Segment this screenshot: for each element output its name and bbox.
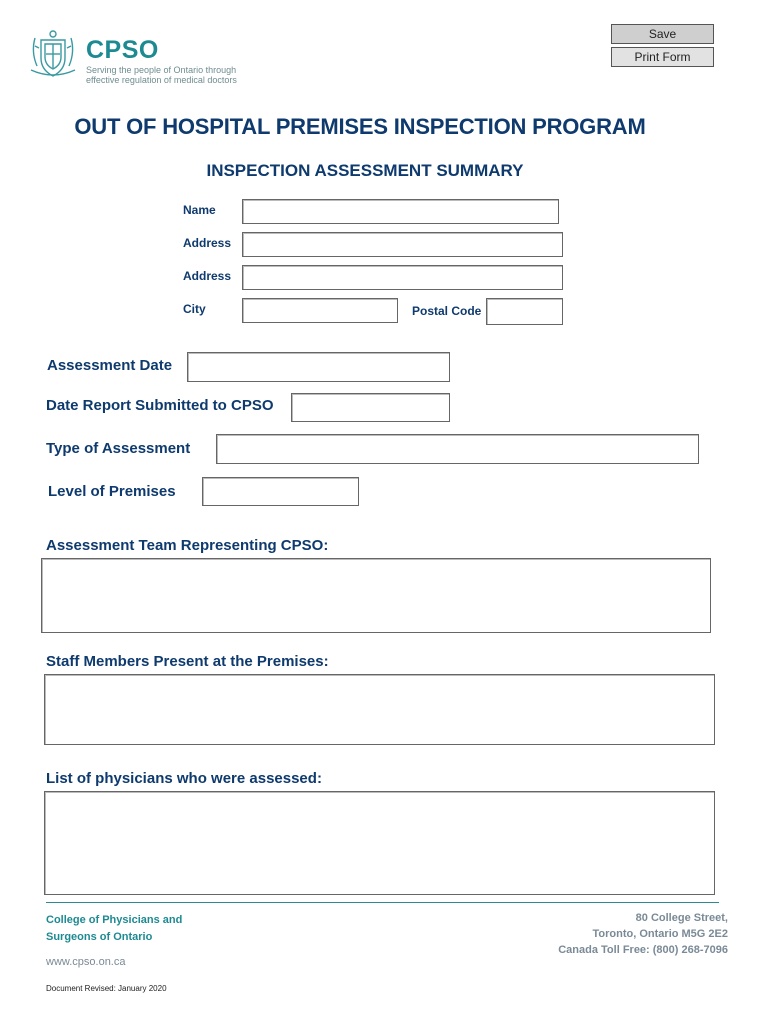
print-form-button[interactable]: Print Form [611,47,714,67]
report-date-label: Date Report Submitted to CPSO [46,397,274,414]
physicians-textarea[interactable] [44,791,715,895]
cpso-crest-logo [25,26,81,82]
assessment-date-label: Assessment Date [47,357,173,374]
report-date-field[interactable] [291,393,450,422]
staff-members-label: Staff Members Present at the Premises: [46,653,329,670]
physicians-label: List of physicians who were assessed: [46,770,322,787]
postal-code-label: Postal Code [412,304,482,318]
name-field[interactable] [242,199,559,224]
assessment-type-label: Type of Assessment [46,440,191,457]
assessment-type-field[interactable] [216,434,699,464]
footer-org-line-1: College of Physicians and [46,914,183,926]
tagline-line-1: Serving the people of Ontario through [86,65,237,75]
tagline-line-2: effective regulation of medical doctors [86,75,237,85]
city-label: City [183,302,206,316]
logo-tagline [86,65,246,85]
premises-level-label: Level of Premises [48,483,176,500]
city-field[interactable] [242,298,398,323]
assessment-team-label: Assessment Team Representing CPSO: [46,537,329,554]
footer-org-line-2: Surgeons of Ontario [46,931,153,943]
address-2-field[interactable] [242,265,563,290]
footer-website: www.cpso.on.ca [46,956,126,968]
page-subtitle: INSPECTION ASSESSMENT SUMMARY [206,161,524,180]
assessment-date-field[interactable] [187,352,450,382]
staff-members-textarea[interactable] [44,674,715,745]
footer-address-line-2: Toronto, Ontario M5G 2E2 [592,928,728,940]
postal-code-field[interactable] [486,298,563,325]
address-1-field[interactable] [242,232,563,257]
crest-icon [25,26,81,82]
footer-toll-free: Canada Toll Free: (800) 268-7096 [558,944,728,956]
footer-divider [46,902,719,903]
address-2-label: Address [183,269,232,283]
logo-wordmark: CPSO [86,36,159,64]
name-label: Name [183,203,216,217]
save-button[interactable]: Save [611,24,714,44]
document-revised: Document Revised: January 2020 [46,984,167,993]
premises-level-field[interactable] [202,477,359,506]
assessment-team-textarea[interactable] [41,558,711,633]
page-title: OUT OF HOSPITAL PREMISES INSPECTION PROGRAM [74,114,646,139]
footer-address-line-1: 80 College Street, [635,912,728,924]
address-1-label: Address [183,236,232,250]
footer-address [558,910,728,958]
